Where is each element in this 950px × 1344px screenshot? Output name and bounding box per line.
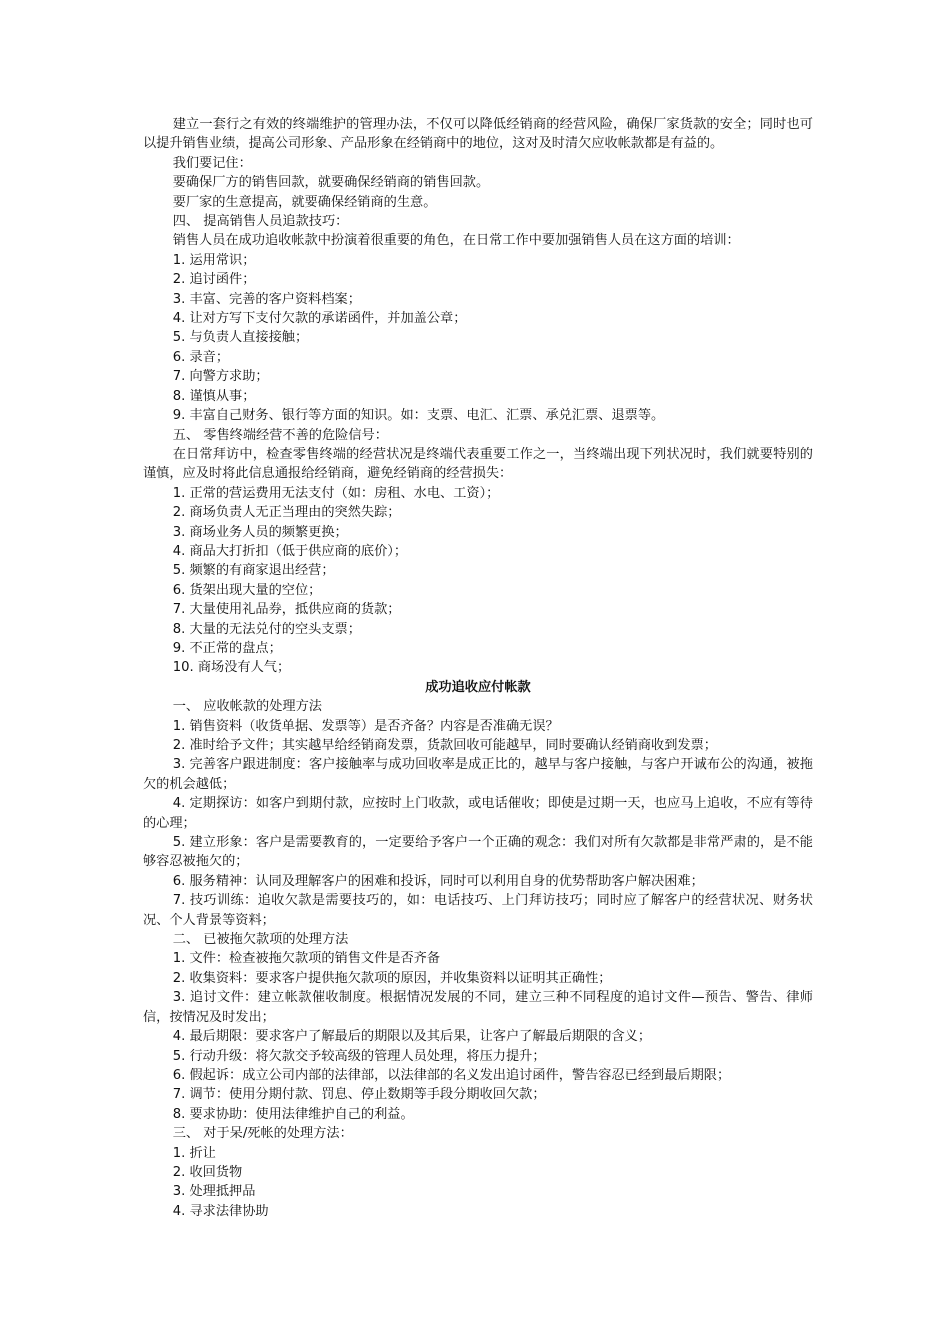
paragraph: 3. 丰富、完善的客户资料档案； bbox=[172, 291, 361, 307]
paragraph: 我们要记住： bbox=[172, 155, 252, 171]
paragraph: 二、 已被拖欠款项的处理方法 bbox=[172, 932, 349, 948]
paragraph: 3. 完善客户跟进制度：客户接触率与成功回收率是成正比的，越早与客户接触，与客户开诚布公的沟通，被拖欠的机会越低； bbox=[143, 757, 813, 792]
paragraph: 2. 准时给予文件；其实越早给经销商发票，货款回收可能越早，同时要确认经销商收到发票； bbox=[172, 738, 717, 753]
paragraph: 4. 让对方写下支付欠款的承诺函件，并加盖公章； bbox=[172, 311, 467, 327]
paragraph: 五、 零售终端经营不善的危险信号： bbox=[172, 427, 388, 443]
paragraph: 5. 频繁的有商家退出经营； bbox=[172, 563, 335, 579]
paragraph: 要厂家的生意提高，就要确保经销商的生意。 bbox=[172, 194, 437, 210]
paragraph: 2. 追讨函件； bbox=[172, 272, 256, 288]
paragraph: 3. 商场业务人员的频繁更换； bbox=[172, 524, 348, 540]
paragraph: 5. 建立形象：客户是需要教育的，一定要给予客户一个正确的观念：我们对所有欠款都是非常严肃的，是不能够容忍被拖欠的； bbox=[143, 835, 813, 870]
paragraph: 1. 折让 bbox=[172, 1145, 216, 1161]
paragraph: 3. 处理抵押品 bbox=[172, 1184, 256, 1200]
paragraph: 8. 谨慎从事； bbox=[172, 388, 256, 404]
paragraph: 7. 技巧训练：追收欠款是需要技巧的，如：电话技巧、上门拜访技巧；同时应了解客户的经营状况、财务状况、个人背景等资料； bbox=[143, 893, 813, 928]
paragraph: 销售人员在成功追收帐款中扮演着很重要的角色，在日常工作中要加强销售人员在这方面的培训： bbox=[172, 233, 740, 249]
paragraph: 在日常拜访中，检查零售终端的经营状况是终端代表重要工作之一，当终端出现下列状况时，我们就要特别的谨慎，应及时将此信息通报给经销商，避免经销商的经营损失： bbox=[143, 446, 813, 482]
paragraph: 1. 运用常识； bbox=[172, 252, 256, 268]
paragraph: 7. 向警方求助； bbox=[172, 369, 269, 385]
paragraph: 9. 丰富自己财务、银行等方面的知识。如：支票、电汇、汇票、承兑汇票、退票等。 bbox=[172, 408, 665, 424]
document-page bbox=[143, 115, 813, 1221]
paragraph: 3. 追讨文件：建立帐款催收制度。根据情况发展的不同，建立三种不同程度的追讨文件—预告、警告、律师信，按情况及时发出； bbox=[143, 990, 813, 1025]
paragraph: 1. 文件：检查被拖欠款项的销售文件是否齐备 bbox=[172, 951, 441, 967]
paragraph: 要确保厂方的销售回款，就要确保经销商的销售回款。 bbox=[172, 175, 490, 191]
paragraph: 7. 大量使用礼品券，抵供应商的货款； bbox=[172, 602, 401, 618]
paragraph: 三、 对于呆/死帐的处理方法： bbox=[172, 1126, 353, 1142]
paragraph: 8. 要求协助：使用法律维护自己的利益。 bbox=[172, 1106, 414, 1122]
paragraph: 7. 调节：使用分期付款、罚息、停止数期等手段分期收回欠款； bbox=[172, 1087, 546, 1103]
paragraph: 4. 寻求法律协助 bbox=[172, 1203, 269, 1219]
paragraph: 10. 商场没有人气； bbox=[172, 660, 291, 676]
paragraph: 四、 提高销售人员追款技巧： bbox=[172, 214, 349, 230]
paragraph: 6. 假起诉：成立公司内部的法律部，以法律部的名义发出追讨函件，警告容忍已经到最后期限； bbox=[172, 1067, 731, 1083]
paragraph: 6. 服务精神：认同及理解客户的困难和投诉，同时可以利用自身的优势帮助客户解决困难； bbox=[172, 873, 704, 889]
paragraph: 2. 商场负责人无正当理由的突然失踪； bbox=[172, 505, 401, 521]
paragraph: 4. 最后期限：要求客户了解最后的期限以及其后果，让客户了解最后期限的含义； bbox=[172, 1029, 652, 1045]
paragraph: 一、 应收帐款的处理方法 bbox=[172, 699, 322, 715]
paragraph: 2. 收集资料：要求客户提供拖欠款项的原因，并收集资料以证明其正确性； bbox=[172, 970, 612, 986]
paragraph: 6. 货架出现大量的空位； bbox=[172, 582, 322, 598]
paragraph: 4. 定期探访：如客户到期付款，应按时上门收款，或电话催收；即使是过期一天，也应马上追收，不应有等待的心理； bbox=[143, 796, 813, 831]
paragraph: 5. 行动升级：将欠款交予较高级的管理人员处理，将压力提升； bbox=[172, 1048, 546, 1064]
paragraph: 1. 销售资料（收货单据、发票等）是否齐备？内容是否准确无误？ bbox=[172, 718, 559, 734]
section-title: 成功追收应付帐款 bbox=[425, 679, 531, 695]
paragraph: 5. 与负责人直接接触； bbox=[172, 330, 309, 346]
paragraph: 2. 收回货物 bbox=[172, 1164, 243, 1180]
paragraph: 4. 商品大打折扣（低于供应商的底价）； bbox=[172, 543, 408, 559]
paragraph: 6. 录音； bbox=[172, 349, 230, 365]
paragraph: 8. 大量的无法兑付的空头支票； bbox=[172, 621, 361, 637]
paragraph: 建立一套行之有效的终端维护的管理办法，不仅可以降低经销商的经营风险，确保厂家货款的安全；同时也可以提升销售业绩，提高公司形象、产品形象在经销商中的地位，这对及时清欠应收帐款都是有益的。 bbox=[143, 117, 813, 152]
paragraph: 9. 不正常的盘点； bbox=[172, 640, 282, 656]
paragraph: 1. 正常的营运费用无法支付（如：房租、水电、工资）； bbox=[172, 485, 500, 501]
